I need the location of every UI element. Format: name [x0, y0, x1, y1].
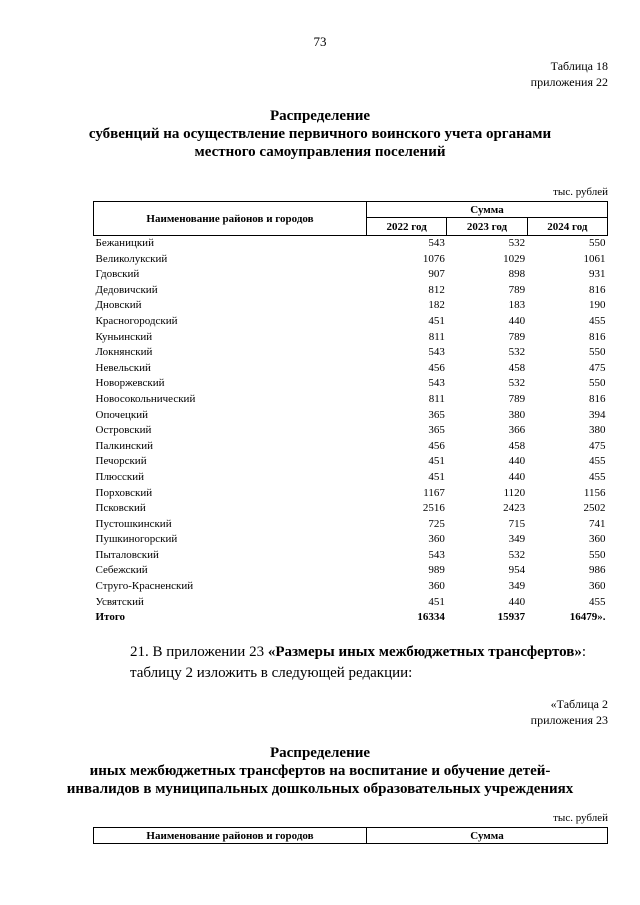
- units-label: тыс. рублей: [553, 812, 608, 824]
- value-2024-cell: 816: [589, 392, 606, 405]
- table-row: [94, 470, 608, 486]
- value-2023-cell: 349: [508, 533, 526, 546]
- value-2024-cell: 816: [589, 330, 606, 343]
- column-header-name: Наименование районов и городов: [94, 828, 367, 844]
- table-row: [94, 595, 608, 611]
- value-2023-cell: 532: [508, 237, 526, 249]
- value-2023-cell: 366: [508, 424, 526, 437]
- table-row: [94, 548, 608, 564]
- paragraph-prefix: 21. В приложении 23: [130, 644, 268, 660]
- district-name-cell: Палкинский: [95, 439, 154, 452]
- district-name-cell: Великолукский: [95, 252, 168, 265]
- value-2024-cell: 550: [589, 237, 606, 249]
- value-2024-cell: 360: [589, 580, 606, 593]
- table-row: [94, 236, 608, 252]
- value-2024-cell: 455: [589, 595, 606, 608]
- value-2024-cell: 475: [589, 361, 606, 374]
- table-row: [94, 579, 608, 595]
- value-2022-cell: 365: [428, 424, 445, 437]
- title-line: инвалидов в муниципальных дошкольных образовательных учреждениях: [66, 781, 574, 797]
- table-row: [94, 454, 608, 470]
- table-row: [94, 563, 608, 579]
- value-2022-cell: 451: [428, 595, 445, 608]
- district-name-cell: Плюсский: [95, 470, 145, 483]
- value-2022-cell: 1076: [422, 252, 445, 265]
- paragraph-bold-title: «Размеры иных межбюджетных трансфертов»: [267, 644, 582, 660]
- table-18-reference: [531, 58, 608, 90]
- title-line: субвенций на осуществление первичного воинского учета органами: [88, 126, 552, 142]
- district-name-cell: Печорский: [95, 455, 147, 468]
- value-2022-cell: 725: [428, 517, 445, 530]
- value-2022-cell: 543: [428, 346, 445, 359]
- table-reference-line: «Таблица 2: [550, 697, 608, 711]
- value-2023-cell: 532: [508, 346, 526, 359]
- table-row: [94, 408, 608, 424]
- value-2024-cell: 380: [589, 424, 606, 437]
- table-row: [94, 423, 608, 439]
- title-line: иных межбюджетных трансфертов на воспитание и обучение детей-: [89, 763, 551, 779]
- value-2024-cell: 190: [589, 299, 606, 312]
- units-label: тыс. рублей: [553, 186, 608, 198]
- value-2022-cell: 451: [428, 455, 445, 468]
- value-2022-cell: 907: [428, 268, 445, 281]
- district-name-cell: Островский: [95, 424, 152, 437]
- value-2023-cell: 898: [508, 268, 526, 281]
- value-2024-cell: 360: [589, 533, 606, 546]
- table-row: [94, 517, 608, 533]
- value-2022-cell: 360: [428, 533, 445, 546]
- column-header-sum: Сумма: [367, 828, 608, 844]
- value-2022-cell: 182: [428, 299, 445, 312]
- value-2022-cell: 456: [428, 439, 445, 452]
- value-2023-cell: 458: [508, 361, 526, 374]
- district-name-cell: Новоржевский: [95, 377, 165, 390]
- value-2024-cell: 550: [589, 548, 606, 561]
- value-2022-cell: 16334: [417, 611, 445, 624]
- district-name-cell: Порховский: [95, 486, 153, 499]
- value-2022-cell: 1167: [423, 486, 445, 499]
- value-2024-cell: 16479».: [569, 611, 606, 624]
- distribution-table: [93, 201, 608, 626]
- value-2023-cell: 458: [508, 439, 526, 452]
- table-row: [94, 298, 608, 314]
- value-2022-cell: 451: [428, 314, 445, 327]
- district-name-cell: Себежский: [95, 564, 148, 577]
- table-row: [94, 330, 608, 346]
- value-2024-cell: 455: [589, 455, 606, 468]
- district-name-cell: Струго-Красненский: [95, 580, 194, 593]
- table-row: [94, 501, 608, 517]
- title-line: Распределение: [269, 108, 371, 124]
- value-2024-cell: 741: [589, 517, 606, 530]
- table-2-title: [0, 744, 640, 798]
- value-2023-cell: 1029: [503, 252, 526, 265]
- value-2023-cell: 789: [508, 392, 526, 405]
- table-row: [94, 392, 608, 408]
- table-row: [94, 376, 608, 392]
- value-2024-cell: 986: [589, 564, 606, 577]
- total-row: [94, 610, 608, 626]
- column-header-2023: 2023 год: [447, 218, 527, 236]
- table-row: [94, 345, 608, 361]
- district-name-cell: Бежаницкий: [95, 237, 154, 249]
- value-2023-cell: 715: [508, 517, 526, 530]
- value-2024-cell: 550: [589, 377, 606, 390]
- value-2022-cell: 365: [428, 408, 445, 421]
- district-name-cell: Новосокольнический: [95, 392, 196, 405]
- value-2022-cell: 2516: [422, 502, 445, 515]
- table-row: [94, 314, 608, 330]
- value-2023-cell: 789: [508, 330, 526, 343]
- table-row: [94, 252, 608, 268]
- table-row: [94, 439, 608, 455]
- value-2022-cell: 543: [428, 237, 445, 249]
- column-header-2022: 2022 год: [367, 218, 447, 236]
- value-2023-cell: 440: [508, 595, 526, 608]
- value-2023-cell: 440: [508, 470, 526, 483]
- value-2023-cell: 789: [508, 283, 526, 296]
- value-2024-cell: 455: [589, 314, 606, 327]
- value-2024-cell: 931: [589, 268, 606, 281]
- table-row: [94, 486, 608, 502]
- value-2023-cell: 183: [508, 299, 526, 312]
- table-reference-line: Таблица 18: [550, 59, 608, 73]
- district-name-cell: Усвятский: [95, 595, 144, 608]
- district-name-cell: Псковский: [95, 502, 146, 515]
- district-name-cell: Гдовский: [95, 268, 140, 281]
- value-2023-cell: 380: [508, 408, 526, 421]
- value-2024-cell: 394: [589, 408, 606, 421]
- transfers-table: [93, 827, 608, 844]
- appendix-reference-line: приложения 23: [530, 713, 608, 727]
- column-header-name: Наименование районов и городов: [94, 202, 367, 236]
- value-2022-cell: 543: [428, 377, 445, 390]
- column-header-2024: 2024 год: [527, 218, 607, 236]
- value-2023-cell: 440: [508, 314, 526, 327]
- value-2023-cell: 15937: [497, 611, 526, 624]
- value-2024-cell: 816: [589, 283, 606, 296]
- value-2022-cell: 360: [428, 580, 445, 593]
- value-2023-cell: 954: [508, 564, 526, 577]
- district-name-cell: Дедовичский: [95, 283, 158, 296]
- value-2023-cell: 532: [508, 377, 526, 390]
- value-2022-cell: 543: [428, 548, 445, 561]
- table-18-title: [0, 107, 640, 161]
- value-2023-cell: 532: [508, 548, 526, 561]
- value-2022-cell: 811: [428, 330, 445, 343]
- title-line: местного самоуправления поселений: [194, 144, 446, 160]
- appendix-reference-line: приложения 22: [530, 75, 608, 89]
- district-name-cell: Пустошкинский: [95, 517, 172, 530]
- value-2022-cell: 989: [428, 564, 445, 577]
- value-2024-cell: 2502: [583, 502, 606, 515]
- table-2-reference: [531, 696, 608, 728]
- value-2022-cell: 456: [428, 361, 445, 374]
- value-2024-cell: 455: [589, 470, 606, 483]
- value-2023-cell: 349: [508, 580, 526, 593]
- title-line: Распределение: [269, 745, 371, 761]
- value-2023-cell: 2423: [503, 502, 526, 515]
- value-2024-cell: 1061: [583, 252, 606, 265]
- district-name-cell: Пушкиногорский: [95, 533, 178, 546]
- table-row: [94, 361, 608, 377]
- page-number: 73: [313, 34, 327, 49]
- value-2022-cell: 811: [428, 392, 445, 405]
- value-2024-cell: 475: [589, 439, 606, 452]
- value-2022-cell: 812: [428, 283, 445, 296]
- value-2024-cell: 550: [589, 346, 606, 359]
- district-name-cell: Невельский: [95, 361, 151, 374]
- table-body: [94, 236, 608, 626]
- district-name-cell: Итого: [95, 611, 126, 624]
- district-name-cell: Дновский: [95, 299, 142, 312]
- column-header-sum: Сумма: [367, 202, 608, 218]
- amendment-paragraph: [130, 642, 610, 684]
- table-row: [94, 532, 608, 548]
- table-row: [94, 283, 608, 299]
- district-name-cell: Куньинский: [95, 330, 153, 343]
- value-2023-cell: 1120: [503, 486, 526, 499]
- value-2022-cell: 451: [428, 470, 445, 483]
- value-2024-cell: 1156: [583, 486, 606, 499]
- district-name-cell: Красногородский: [95, 314, 178, 327]
- district-name-cell: Опочецкий: [95, 408, 148, 421]
- district-name-cell: Локнянский: [95, 346, 153, 359]
- paragraph-suffix: : таблицу 2 изложить в следующей редакции:: [130, 644, 587, 681]
- value-2023-cell: 440: [508, 455, 526, 468]
- table-row: [94, 267, 608, 283]
- district-name-cell: Пыталовский: [95, 548, 159, 561]
